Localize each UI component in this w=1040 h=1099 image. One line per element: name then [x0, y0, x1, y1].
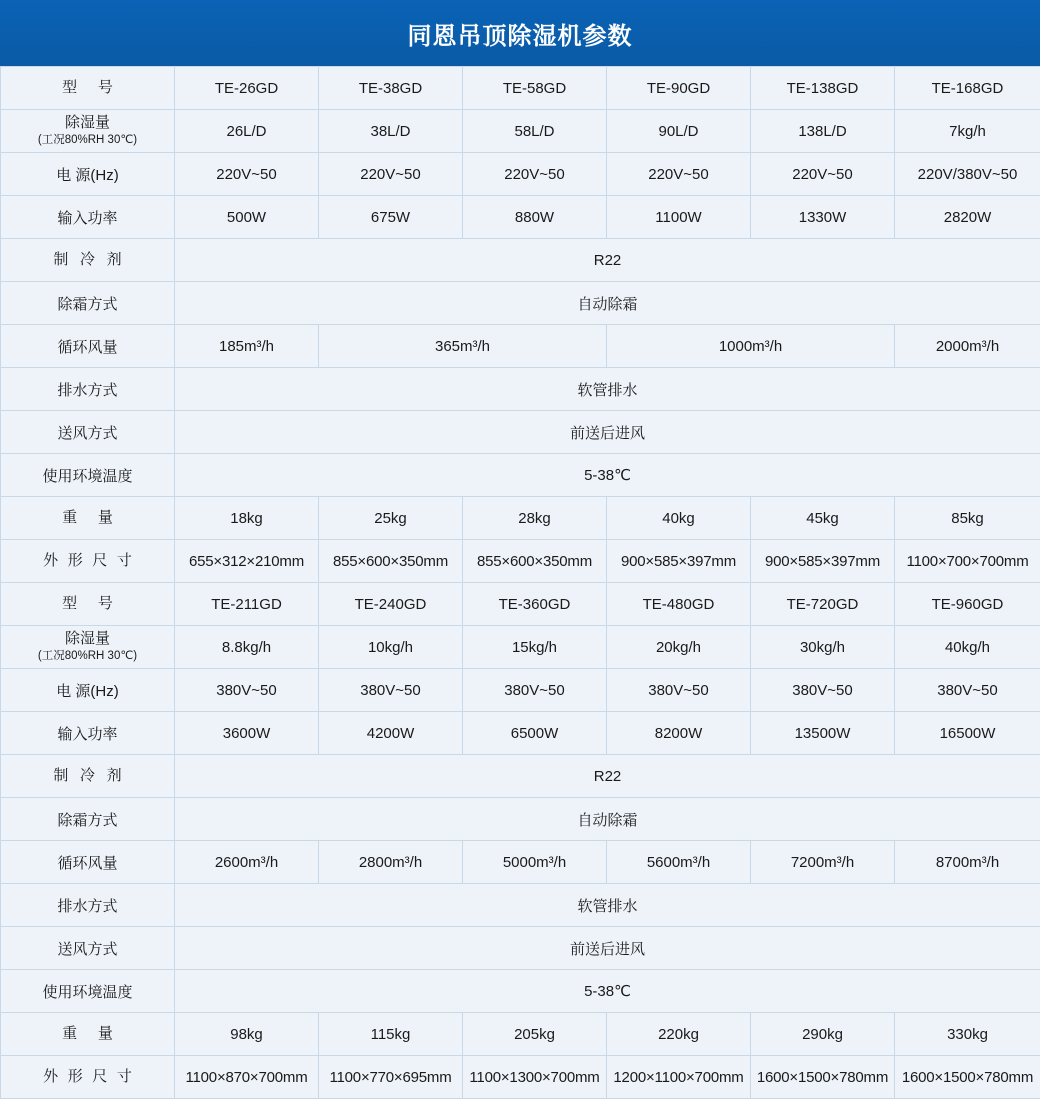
cell-weight: 115kg: [319, 1013, 463, 1056]
cell-ambient: 5-38℃: [175, 454, 1040, 497]
table-row: [1, 411, 1040, 454]
row-label-refrigerant: 制 冷 剂: [1, 239, 175, 282]
row-label-power-supply: 电 源(Hz): [1, 153, 175, 196]
cell-input-power: 16500W: [895, 712, 1040, 755]
cell-refrigerant: R22: [175, 755, 1040, 798]
cell-weight: 40kg: [607, 497, 751, 540]
cell-model: TE-58GD: [463, 67, 607, 110]
cell-airflow: 7200m³/h: [751, 841, 895, 884]
row-label-drainage: 排水方式: [1, 884, 175, 927]
cell-model: TE-168GD: [895, 67, 1040, 110]
cell-power-supply: 380V~50: [895, 669, 1040, 712]
cell-dimensions: 900×585×397mm: [607, 540, 751, 583]
row-label-air-supply: 送风方式: [1, 927, 175, 970]
cell-dimensions: 1100×770×695mm: [319, 1056, 463, 1099]
row-label-model: 型 号: [1, 67, 175, 110]
cell-drainage: 软管排水: [175, 368, 1040, 411]
row-label-dimensions: 外 形 尺 寸: [1, 1056, 175, 1099]
cell-airflow: 2000m³/h: [895, 325, 1040, 368]
table-row: [1, 755, 1040, 798]
table-row: [1, 884, 1040, 927]
cell-power-supply: 220V~50: [607, 153, 751, 196]
cell-model: TE-38GD: [319, 67, 463, 110]
table-row: [1, 239, 1040, 282]
cell-dimensions: 900×585×397mm: [751, 540, 895, 583]
cell-capacity: 8.8kg/h: [175, 626, 319, 669]
cell-dimensions: 1100×700×700mm: [895, 540, 1040, 583]
row-label-input-power: 输入功率: [1, 712, 175, 755]
row-label-weight: 重 量: [1, 1013, 175, 1056]
cell-airflow: 5600m³/h: [607, 841, 751, 884]
cell-dimensions: 855×600×350mm: [319, 540, 463, 583]
cell-power-supply: 220V~50: [319, 153, 463, 196]
cell-input-power: 3600W: [175, 712, 319, 755]
row-label-capacity: 除湿量 (工况80%RH 30℃): [1, 110, 175, 153]
cell-model: TE-960GD: [895, 583, 1040, 626]
cell-dimensions: 855×600×350mm: [463, 540, 607, 583]
cell-input-power: 8200W: [607, 712, 751, 755]
table-row: [1, 67, 1040, 110]
cell-air-supply: 前送后进风: [175, 927, 1040, 970]
cell-capacity: 30kg/h: [751, 626, 895, 669]
cell-input-power: 2820W: [895, 196, 1040, 239]
cell-dimensions: 1200×1100×700mm: [607, 1056, 751, 1099]
cell-weight: 330kg: [895, 1013, 1040, 1056]
table-row: [1, 110, 1040, 153]
row-label-ambient: 使用环境温度: [1, 454, 175, 497]
cell-input-power: 13500W: [751, 712, 895, 755]
cell-defrost: 自动除霜: [175, 282, 1040, 325]
cell-power-supply: 220V~50: [463, 153, 607, 196]
cell-input-power: 1100W: [607, 196, 751, 239]
row-label-drainage: 排水方式: [1, 368, 175, 411]
row-label-capacity: 除湿量 (工况80%RH 30℃): [1, 626, 175, 669]
table-row: [1, 497, 1040, 540]
cell-model: TE-90GD: [607, 67, 751, 110]
cell-weight: 25kg: [319, 497, 463, 540]
cell-weight: 205kg: [463, 1013, 607, 1056]
table-row: [1, 368, 1040, 411]
cell-weight: 290kg: [751, 1013, 895, 1056]
row-label-airflow: 循环风量: [1, 325, 175, 368]
cell-input-power: 880W: [463, 196, 607, 239]
cell-power-supply: 380V~50: [751, 669, 895, 712]
table-row: [1, 282, 1040, 325]
cell-dimensions: 1100×1300×700mm: [463, 1056, 607, 1099]
row-label-input-power: 输入功率: [1, 196, 175, 239]
cell-model: TE-211GD: [175, 583, 319, 626]
cell-air-supply: 前送后进风: [175, 411, 1040, 454]
cell-input-power: 500W: [175, 196, 319, 239]
cell-capacity: 90L/D: [607, 110, 751, 153]
cell-airflow: 185m³/h: [175, 325, 319, 368]
table-row: [1, 454, 1040, 497]
row-label-air-supply: 送风方式: [1, 411, 175, 454]
row-label-model: 型 号: [1, 583, 175, 626]
table-row: [1, 970, 1040, 1013]
cell-dimensions: 1600×1500×780mm: [895, 1056, 1040, 1099]
row-label-airflow: 循环风量: [1, 841, 175, 884]
cell-model: TE-240GD: [319, 583, 463, 626]
cell-model: TE-480GD: [607, 583, 751, 626]
table-row: [1, 325, 1040, 368]
page-title: 同恩吊顶除湿机参数: [0, 0, 1040, 66]
cell-model: TE-26GD: [175, 67, 319, 110]
cell-power-supply: 380V~50: [319, 669, 463, 712]
cell-input-power: 675W: [319, 196, 463, 239]
cell-capacity: 15kg/h: [463, 626, 607, 669]
table-row: [1, 1056, 1040, 1099]
cell-airflow: 365m³/h: [319, 325, 607, 368]
row-label-power-supply: 电 源(Hz): [1, 669, 175, 712]
cell-input-power: 1330W: [751, 196, 895, 239]
table-row: [1, 798, 1040, 841]
cell-weight: 85kg: [895, 497, 1040, 540]
cell-power-supply: 220V~50: [751, 153, 895, 196]
cell-capacity: 10kg/h: [319, 626, 463, 669]
cell-airflow: 5000m³/h: [463, 841, 607, 884]
table-row: [1, 841, 1040, 884]
cell-refrigerant: R22: [175, 239, 1040, 282]
cell-airflow: 1000m³/h: [607, 325, 895, 368]
cell-capacity: 40kg/h: [895, 626, 1040, 669]
cell-defrost: 自动除霜: [175, 798, 1040, 841]
cell-dimensions: 1600×1500×780mm: [751, 1056, 895, 1099]
cell-dimensions: 655×312×210mm: [175, 540, 319, 583]
table-row: [1, 927, 1040, 970]
table-row: [1, 196, 1040, 239]
cell-capacity: 38L/D: [319, 110, 463, 153]
table-row: [1, 626, 1040, 669]
row-label-refrigerant: 制 冷 剂: [1, 755, 175, 798]
cell-airflow: 2600m³/h: [175, 841, 319, 884]
cell-power-supply: 220V~50: [175, 153, 319, 196]
cell-capacity: 26L/D: [175, 110, 319, 153]
cell-capacity: 7kg/h: [895, 110, 1040, 153]
table-row: [1, 583, 1040, 626]
cell-airflow: 2800m³/h: [319, 841, 463, 884]
cell-capacity: 58L/D: [463, 110, 607, 153]
cell-power-supply: 380V~50: [175, 669, 319, 712]
cell-power-supply: 220V/380V~50: [895, 153, 1040, 196]
row-label-defrost: 除霜方式: [1, 282, 175, 325]
cell-weight: 98kg: [175, 1013, 319, 1056]
cell-weight: 18kg: [175, 497, 319, 540]
cell-power-supply: 380V~50: [607, 669, 751, 712]
cell-input-power: 6500W: [463, 712, 607, 755]
cell-input-power: 4200W: [319, 712, 463, 755]
cell-capacity: 138L/D: [751, 110, 895, 153]
cell-model: TE-360GD: [463, 583, 607, 626]
cell-power-supply: 380V~50: [463, 669, 607, 712]
cell-model: TE-720GD: [751, 583, 895, 626]
row-label-defrost: 除霜方式: [1, 798, 175, 841]
cell-capacity: 20kg/h: [607, 626, 751, 669]
table-row: [1, 712, 1040, 755]
cell-weight: 45kg: [751, 497, 895, 540]
table-row: [1, 669, 1040, 712]
table-row: [1, 540, 1040, 583]
cell-model: TE-138GD: [751, 67, 895, 110]
cell-ambient: 5-38℃: [175, 970, 1040, 1013]
specifications-table: [0, 66, 1040, 1099]
row-label-weight: 重 量: [1, 497, 175, 540]
cell-weight: 28kg: [463, 497, 607, 540]
cell-weight: 220kg: [607, 1013, 751, 1056]
table-row: [1, 1013, 1040, 1056]
row-label-dimensions: 外 形 尺 寸: [1, 540, 175, 583]
table-row: [1, 153, 1040, 196]
cell-airflow: 8700m³/h: [895, 841, 1040, 884]
row-label-ambient: 使用环境温度: [1, 970, 175, 1013]
cell-drainage: 软管排水: [175, 884, 1040, 927]
cell-dimensions: 1100×870×700mm: [175, 1056, 319, 1099]
